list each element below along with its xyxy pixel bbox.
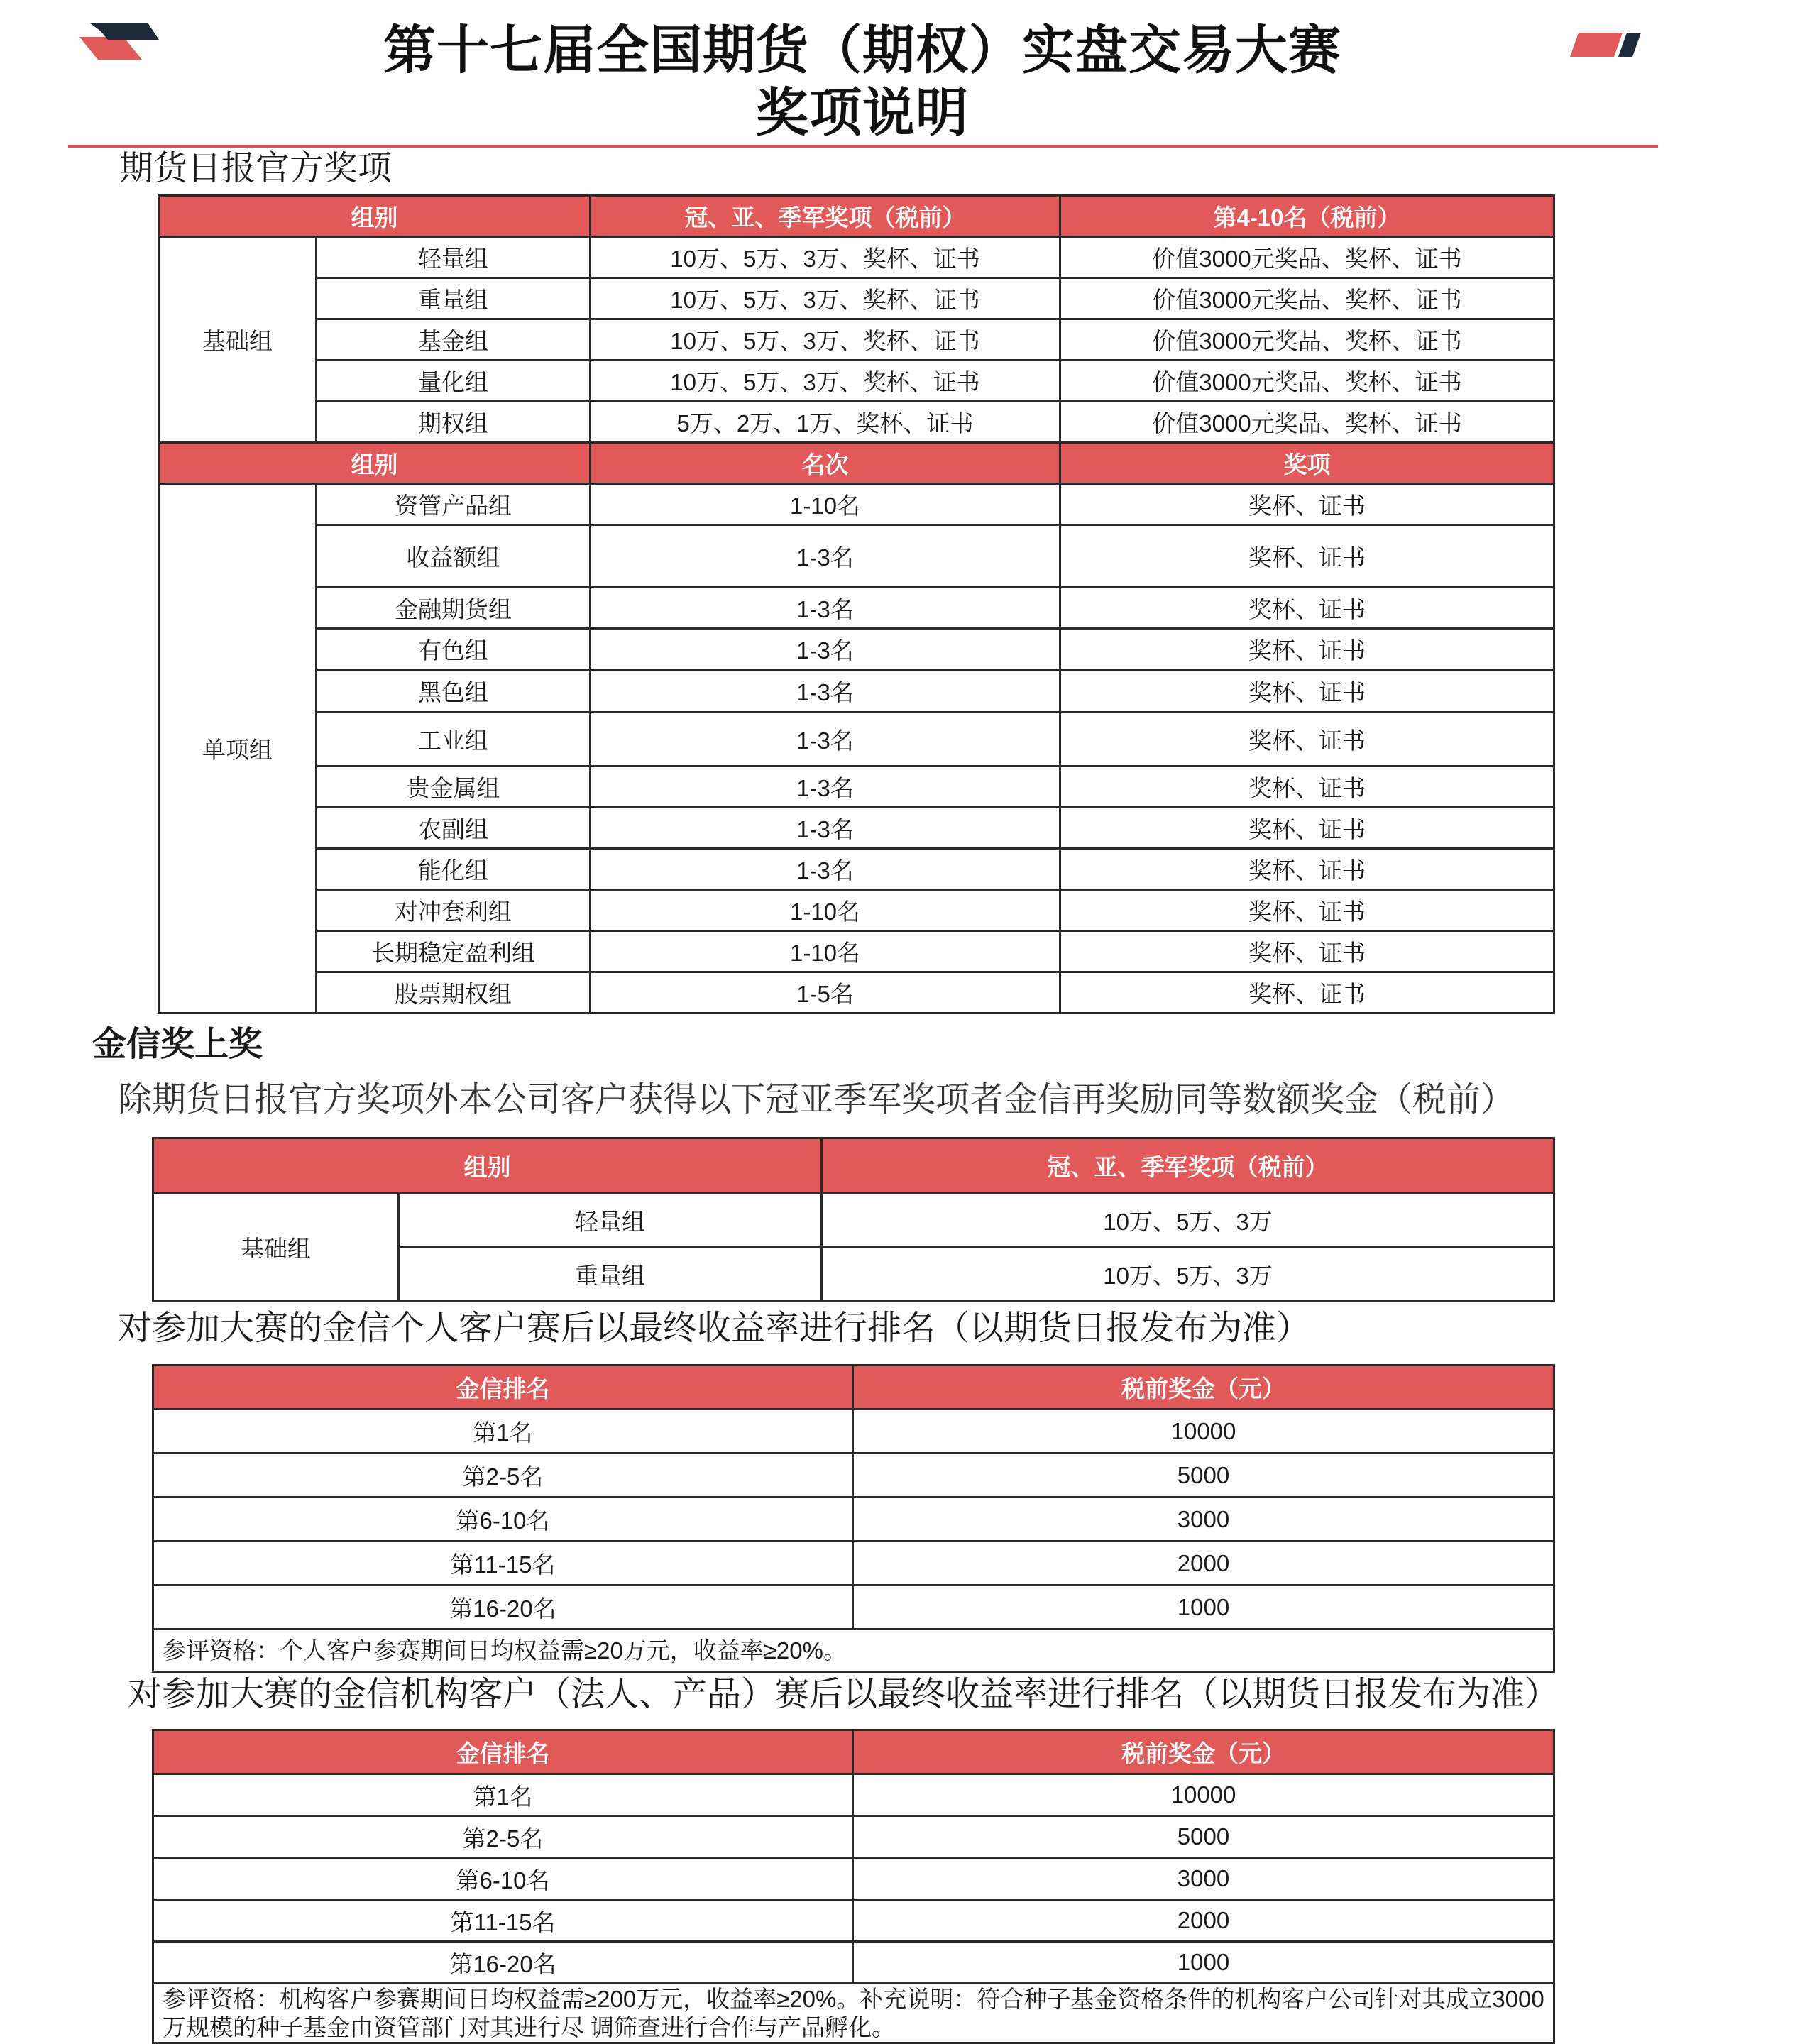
rank-label: 第6-10名 — [153, 1498, 853, 1542]
column-header-rank: 金信排名 — [153, 1730, 853, 1774]
header-row — [153, 1366, 1554, 1410]
top3-prize: 5万、2万、1万、奖杯、证书 — [591, 402, 1060, 443]
top3-prize: 10万、5万、3万、奖杯、证书 — [591, 278, 1060, 319]
rank-range: 1-3名 — [591, 766, 1060, 808]
table-row — [159, 931, 1554, 972]
page-title: 第十七届全国期货（期权）实盘交易大赛 — [383, 21, 1341, 79]
category-name: 黑色组 — [317, 670, 591, 713]
column-header-prize: 税前奖金（元） — [853, 1730, 1554, 1774]
award: 奖杯、证书 — [1060, 972, 1554, 1013]
table-row — [159, 849, 1554, 890]
top3-prize: 10万、5万、3万、奖杯、证书 — [591, 237, 1060, 278]
table-row — [159, 319, 1554, 361]
top3-bonus: 10万、5万、3万 — [822, 1248, 1554, 1302]
table-row — [159, 890, 1554, 931]
column-header-group: 组别 — [153, 1138, 822, 1194]
table-row — [159, 588, 1554, 629]
table-row — [159, 808, 1554, 849]
rank-range: 1-3名 — [591, 713, 1060, 766]
rank-4-10-prize: 价值3000元奖品、奖杯、证书 — [1060, 278, 1554, 319]
prize-amount: 5000 — [853, 1454, 1554, 1498]
prize-amount: 10000 — [853, 1410, 1554, 1454]
column-header-award: 奖项 — [1060, 443, 1554, 484]
table-row — [153, 1858, 1554, 1900]
top3-prize: 10万、5万、3万、奖杯、证书 — [591, 319, 1060, 361]
prize-amount: 2000 — [853, 1900, 1554, 1942]
official-awards-table — [158, 194, 1555, 1014]
rank-range: 1-3名 — [591, 670, 1060, 713]
top3-bonus: 10万、5万、3万 — [822, 1194, 1554, 1248]
top3-prize: 10万、5万、3万、奖杯、证书 — [591, 361, 1060, 402]
award: 奖杯、证书 — [1060, 713, 1554, 766]
rank-4-10-prize: 价值3000元奖品、奖杯、证书 — [1060, 402, 1554, 443]
header-row — [153, 1730, 1554, 1774]
jinxin-bonus-table — [152, 1137, 1555, 1302]
group-label-single: 单项组 — [159, 484, 317, 1013]
award: 奖杯、证书 — [1060, 890, 1554, 931]
category-name: 股票期权组 — [317, 972, 591, 1013]
table-row — [159, 361, 1554, 402]
rank-label: 第2-5名 — [153, 1454, 853, 1498]
table-row — [159, 766, 1554, 808]
award: 奖杯、证书 — [1060, 484, 1554, 525]
category-name: 期权组 — [317, 402, 591, 443]
category-name: 有色组 — [317, 629, 591, 670]
column-header-prize: 税前奖金（元） — [853, 1366, 1554, 1410]
rank-range: 1-3名 — [591, 808, 1060, 849]
prize-amount: 10000 — [853, 1774, 1554, 1816]
personal-ranking-table — [152, 1364, 1555, 1673]
award: 奖杯、证书 — [1060, 670, 1554, 713]
table-row — [153, 1816, 1554, 1858]
column-header-4-10: 第4-10名（税前） — [1060, 196, 1554, 237]
rank-range: 1-10名 — [591, 484, 1060, 525]
category-name: 资管产品组 — [317, 484, 591, 525]
award: 奖杯、证书 — [1060, 629, 1554, 670]
institution-ranking-table — [152, 1729, 1555, 2044]
category-name: 工业组 — [317, 713, 591, 766]
table-row — [153, 1194, 1554, 1248]
prize-amount: 3000 — [853, 1498, 1554, 1542]
prize-amount: 1000 — [853, 1586, 1554, 1630]
column-header-top3: 冠、亚、季军奖项（税前） — [591, 196, 1060, 237]
table-row — [159, 670, 1554, 713]
column-header-group: 组别 — [159, 196, 591, 237]
table-row — [153, 1410, 1554, 1454]
group-label-basic: 基础组 — [159, 237, 317, 443]
rank-label: 第16-20名 — [153, 1942, 853, 1984]
jinxin-bonus-description: 除期货日报官方奖项外本公司客户获得以下冠亚季军奖项者金信再奖励同等数额奖金（税前） — [118, 1081, 1515, 1119]
rank-4-10-prize: 价值3000元奖品、奖杯、证书 — [1060, 361, 1554, 402]
table-row — [153, 1900, 1554, 1942]
category-name: 收益额组 — [317, 525, 591, 588]
column-header-rank: 名次 — [591, 443, 1060, 484]
prize-amount: 2000 — [853, 1542, 1554, 1586]
category-name: 对冲套利组 — [317, 890, 591, 931]
table-row — [159, 484, 1554, 525]
award: 奖杯、证书 — [1060, 525, 1554, 588]
table-row — [153, 1942, 1554, 1984]
table-row — [159, 278, 1554, 319]
category-name: 金融期货组 — [317, 588, 591, 629]
rank-range: 1-3名 — [591, 588, 1060, 629]
table-row — [159, 237, 1554, 278]
page-subtitle: 奖项说明 — [756, 83, 969, 142]
rank-range: 1-10名 — [591, 931, 1060, 972]
prize-amount: 5000 — [853, 1816, 1554, 1858]
rank-label: 第6-10名 — [153, 1858, 853, 1900]
award: 奖杯、证书 — [1060, 766, 1554, 808]
table-row — [153, 1542, 1554, 1586]
rank-range: 1-3名 — [591, 849, 1060, 890]
rank-range: 1-10名 — [591, 890, 1060, 931]
eligibility-note: 参评资格：个人客户参赛期间日均权益需≥20万元，收益率≥20%。 — [153, 1630, 1554, 1672]
prize-amount: 3000 — [853, 1858, 1554, 1900]
official-awards-heading: 期货日报官方奖项 — [119, 150, 393, 187]
column-header-group: 组别 — [159, 443, 591, 484]
eligibility-note: 参评资格：机构客户参赛期间日均权益需≥200万元，收益率≥20%。补充说明：符合种子基金资格条件的机构客户公司针对其成立3000万规模的种子基金由资管部门对其进行尽 调筛查进行合作与产品孵化。 — [153, 1984, 1554, 2043]
category-name: 重量组 — [399, 1248, 822, 1302]
rank-label: 第16-20名 — [153, 1586, 853, 1630]
award: 奖杯、证书 — [1060, 588, 1554, 629]
table-row — [159, 629, 1554, 670]
rank-label: 第11-15名 — [153, 1900, 853, 1942]
table-row — [153, 1454, 1554, 1498]
rank-4-10-prize: 价值3000元奖品、奖杯、证书 — [1060, 319, 1554, 361]
note-row — [153, 1630, 1554, 1672]
table-row — [153, 1774, 1554, 1816]
category-name: 轻量组 — [399, 1194, 822, 1248]
category-name: 基金组 — [317, 319, 591, 361]
note-row — [153, 1984, 1554, 2043]
category-name: 轻量组 — [317, 237, 591, 278]
rank-range: 1-3名 — [591, 525, 1060, 588]
column-header-top3: 冠、亚、季军奖项（税前） — [822, 1138, 1554, 1194]
category-name: 重量组 — [317, 278, 591, 319]
header-row — [159, 196, 1554, 237]
table-row — [159, 525, 1554, 588]
category-name: 量化组 — [317, 361, 591, 402]
group-label-basic: 基础组 — [153, 1194, 399, 1302]
table-row — [159, 402, 1554, 443]
award: 奖杯、证书 — [1060, 808, 1554, 849]
column-header-rank: 金信排名 — [153, 1366, 853, 1410]
rank-label: 第1名 — [153, 1774, 853, 1816]
rank-4-10-prize: 价值3000元奖品、奖杯、证书 — [1060, 237, 1554, 278]
award: 奖杯、证书 — [1060, 931, 1554, 972]
category-name: 农副组 — [317, 808, 591, 849]
rank-label: 第11-15名 — [153, 1542, 853, 1586]
header-row — [159, 443, 1554, 484]
prize-amount: 1000 — [853, 1942, 1554, 1984]
jinxin-bonus-heading: 金信奖上奖 — [92, 1026, 263, 1063]
institution-ranking-heading: 对参加大赛的金信机构客户（法人、产品）赛后以最终收益率进行排名（以期货日报发布为准） — [128, 1676, 1559, 1713]
award: 奖杯、证书 — [1060, 849, 1554, 890]
category-name: 贵金属组 — [317, 766, 591, 808]
rank-label: 第2-5名 — [153, 1816, 853, 1858]
rank-range: 1-3名 — [591, 629, 1060, 670]
header-row — [153, 1138, 1554, 1194]
category-name: 长期稳定盈利组 — [317, 931, 591, 972]
table-row — [153, 1586, 1554, 1630]
table-row — [153, 1498, 1554, 1542]
table-row — [159, 972, 1554, 1013]
rank-range: 1-5名 — [591, 972, 1060, 1013]
table-row — [159, 713, 1554, 766]
category-name: 能化组 — [317, 849, 591, 890]
personal-ranking-heading: 对参加大赛的金信个人客户赛后以最终收益率进行排名（以期货日报发布为准） — [118, 1309, 1311, 1347]
rank-label: 第1名 — [153, 1410, 853, 1454]
